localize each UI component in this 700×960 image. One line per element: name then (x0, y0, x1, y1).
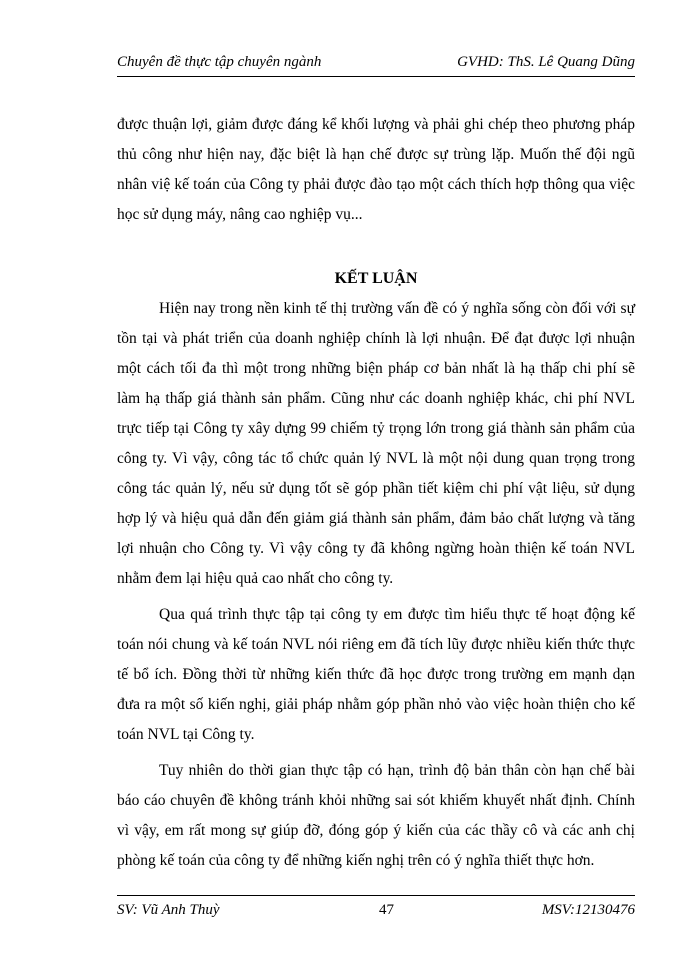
document-body (117, 110, 635, 876)
header-course-title: Chuyên đề thực tập chuyên ngành (117, 54, 322, 70)
header-advisor: GVHD: ThS. Lê Quang Dũng (457, 54, 635, 70)
conclusion-paragraph-1: Hiện nay trong nền kinh tế thị trường vấn đề có ý nghĩa sống còn đối với sự tồn tại và phát triển của doanh nghiệp chính là lợi nhuận. Để đạt được lợi nhuận một cách tối đa thì một trong những biện pháp cơ bản nhất là hạ thấp chi phí sẽ làm hạ thấp giá thành sản phẩm. Cũng như các doanh nghiệp khác, chi phí NVL trực tiếp tại Công ty xây dựng 99 chiếm tỷ trọng lớn trong giá thành sản phẩm của công ty. Vì vậy, công tác tổ chức quản lý NVL là một nội dung quan trọng trong công tác quản lý, nếu sử dụng tốt sẽ góp phần tiết kiệm chi phí vật liệu, sử dụng hợp lý và hiệu quả dẫn đến giảm giá thành sản phẩm, đảm bảo chất lượng và tăng lợi nhuận cho Công ty. Vì vậy công ty đã không ngừng hoàn thiện kế toán NVL nhằm đem lại hiệu quả cao nhất cho công ty. (117, 300, 635, 587)
page-footer (117, 895, 635, 922)
intro-paragraph: được thuận lợi, giảm được đáng kể khối lượng và phải ghi chép theo phương pháp thủ công như hiện nay, đặc biệt là hạn chế được sự trùng lặp. Muốn thế đội ngũ nhân việ kế toán của Công ty phải được đào tạo một cách thích hợp thông qua việc học sử dụng máy, nâng cao nghiệp vụ... (117, 116, 635, 223)
footer-student-name: SV: Vũ Anh Thuỳ (117, 902, 220, 918)
section-heading: KẾT LUẬN (334, 270, 418, 287)
conclusion-paragraph-2: Qua quá trình thực tập tại công ty em được tìm hiểu thực tế hoạt động kế toán nói chung và kế toán NVL nói riêng em đã tích lũy được nhiều kiến thức thực tế bổ ích. Đồng thời từ những kiến thức đã học được trong trường em mạnh dạn đưa ra một số kiến nghị, giải pháp nhằm góp phần nhỏ vào việc hoàn thiện cho kế toán NVL tại Công ty. (117, 606, 635, 743)
page-header (117, 52, 635, 77)
page-number: 47 (379, 902, 394, 918)
conclusion-paragraph-3: Tuy nhiên do thời gian thực tập có hạn, trình độ bản thân còn hạn chế bài báo cáo chuyên đề không tránh khỏi những sai sót khiếm khuyết nhất định. Chính vì vậy, em rất mong sự giúp đỡ, đóng góp ý kiến của các thầy cô và các anh chị phòng kế toán của công ty để những kiến nghị trên có ý nghĩa thiết thực hơn. (117, 762, 635, 869)
footer-student-id: MSV:12130476 (541, 902, 635, 918)
